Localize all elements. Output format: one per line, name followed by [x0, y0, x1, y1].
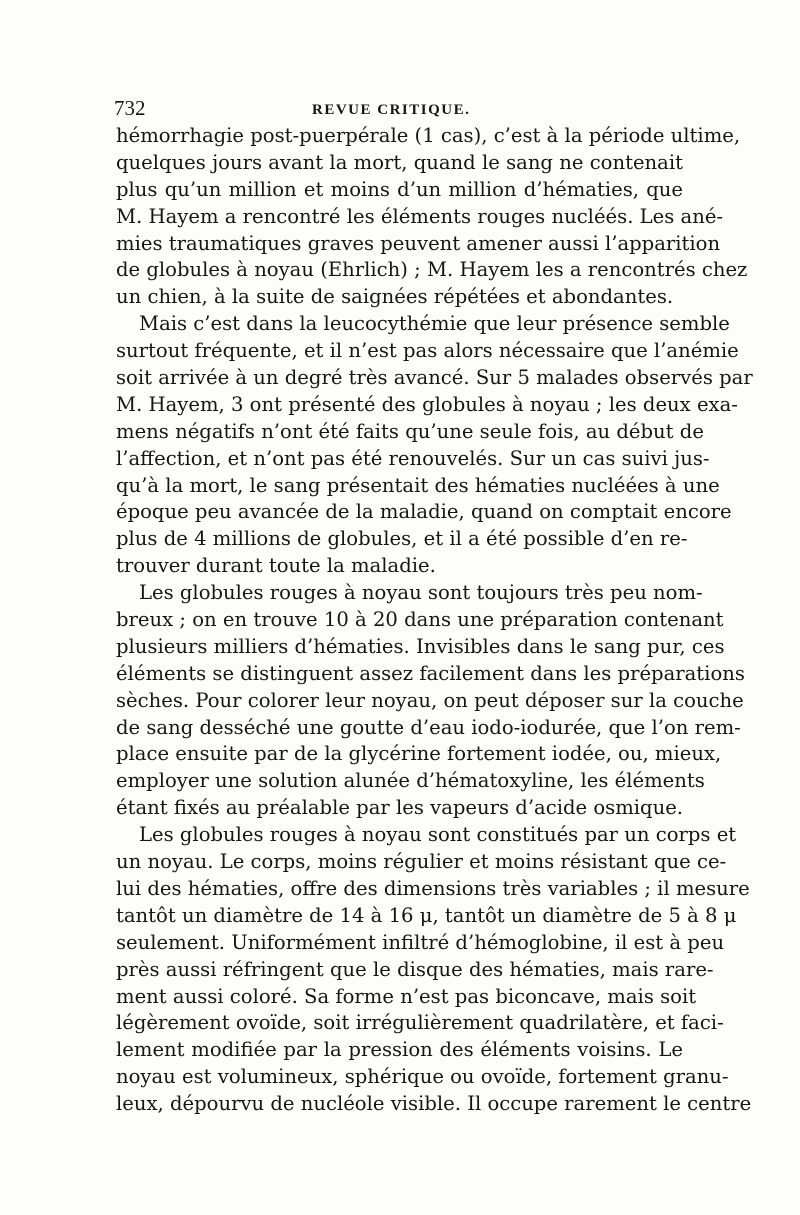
text-line: ment aussi coloré. Sa forme n’est pas biconcave, mais soit [116, 984, 697, 1008]
text-line: tantôt un diamètre de 14 à 16 μ, tantôt un diamètre de 5 à 8 μ [116, 903, 737, 927]
text-line: mens négatifs n’ont été faits qu’une seule fois, au début de [116, 419, 704, 443]
text-line: légèrement ovoïde, soit irrégulièrement quadrilatère, et faci- [116, 1011, 724, 1035]
paragraph [116, 311, 753, 580]
text-line: trouver durant toute la maladie. [116, 554, 436, 578]
text-line: M. Hayem a rencontré les éléments rouges nucléés. Les ané- [116, 204, 724, 228]
text-line: qu’à la mort, le sang présentait des hématies nucléées à une [116, 473, 720, 497]
text-line: l’affection, et n’ont pas été renouvelés. Sur un cas suivi jus- [116, 446, 710, 470]
text-line: seulement. Uniformément infiltré d’hémoglobine, il est à peu [116, 930, 725, 954]
text-line: plus de 4 millions de globules, et il a été possible d’en re- [116, 527, 688, 551]
text-line: près aussi réfringent que le disque des hématies, mais rare- [116, 957, 714, 981]
paragraph [116, 822, 752, 1118]
text-line: noyau est volumineux, sphérique ou ovoïde, fortement granu- [116, 1065, 729, 1089]
text-line: employer une solution alunée d’hématoxyline, les éléments [116, 769, 705, 793]
text-line: plus qu’un million et moins d’un million d’hématies, que [116, 177, 683, 201]
text-line: plusieurs milliers d’hématies. Invisibles dans le sang pur, ces [116, 634, 725, 658]
text-line: éléments se distinguent assez facilement dans les préparations [116, 661, 745, 685]
text-line: quelques jours avant la mort, quand le sang ne contenait [116, 150, 683, 174]
text-line: hémorrhagie post-puerpérale (1 cas), c’est à la période ultime, [116, 124, 741, 147]
paragraph [116, 123, 748, 311]
running-title: REVUE CRITIQUE. [312, 102, 471, 118]
page-number: 732 [114, 96, 146, 120]
text-line: lement modifiée par la pression des éléments voisins. Le [116, 1038, 683, 1062]
text-line: sèches. Pour colorer leur noyau, on peut déposer sur la couche [116, 688, 744, 712]
text-line: Mais c’est dans la leucocythémie que leur présence semble [139, 312, 730, 336]
text-line: place ensuite par de la glycérine fortement iodée, ou, mieux, [116, 742, 722, 766]
text-line: mies traumatiques graves peuvent amener aussi l’apparition [116, 231, 721, 255]
text-line: de sang desséché une goutte d’eau iodo-iodurée, que l’on rem- [116, 715, 741, 739]
text-line: époque peu avancée de la maladie, quand on comptait encore [116, 500, 732, 524]
text-line: breux ; on en trouve 10 à 20 dans une préparation contenant [116, 608, 724, 632]
text-line: étant fixés au préalable par les vapeurs d’acide osmique. [116, 796, 684, 820]
text-line: Les globules rouges à noyau sont constitués par un corps et [139, 823, 737, 847]
text-line: de globules à noyau (Ehrlich) ; M. Hayem les a rencontrés chez [116, 258, 748, 282]
text-line: un chien, à la suite de saignées répétées et abondantes. [116, 285, 674, 309]
text-line: lui des hématies, offre des dimensions très variables ; il mesure [116, 876, 750, 900]
text-line: un noyau. Le corps, moins régulier et moins résistant que ce- [116, 850, 727, 874]
text-line: soit arrivée à un degré très avancé. Sur 5 malades observés par [116, 366, 753, 390]
body-text [116, 123, 753, 1118]
text-line: surtout fréquente, et il n’est pas alors nécessaire que l’anémie [116, 339, 739, 363]
text-line: M. Hayem, 3 ont présenté des globules à noyau ; les deux exa- [116, 392, 738, 416]
text-line: leux, dépourvu de nucléole visible. Il occupe rarement le centre [116, 1092, 752, 1116]
text-line: Les globules rouges à noyau sont toujours très peu nom- [139, 581, 703, 605]
paragraph [116, 580, 745, 822]
